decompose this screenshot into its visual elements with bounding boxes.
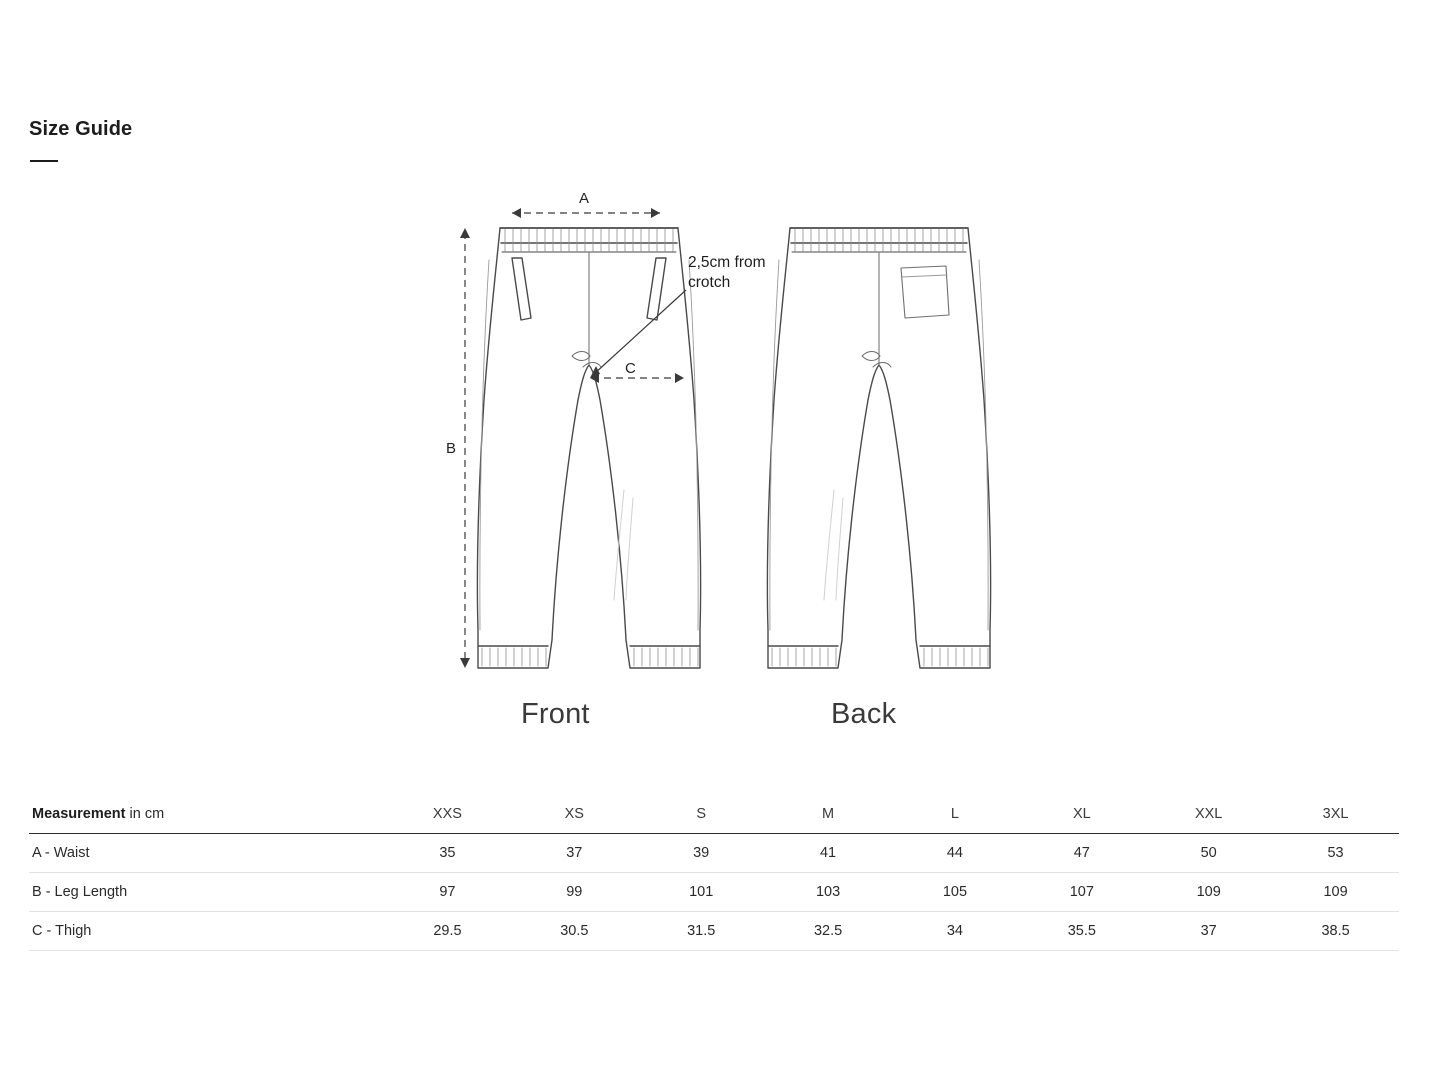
size-header-xl: XL	[1018, 795, 1145, 834]
size-table-container	[29, 795, 1399, 951]
cell-thigh-xs: 30.5	[511, 912, 638, 951]
size-table-header	[29, 795, 1399, 834]
size-table-body	[29, 834, 1399, 951]
size-table	[29, 795, 1399, 951]
size-header-3xl: 3XL	[1272, 795, 1399, 834]
row-label-waist: A - Waist	[29, 834, 384, 873]
cell-leg-3xl: 109	[1272, 873, 1399, 912]
size-header-l: L	[892, 795, 1019, 834]
cell-waist-xxs: 35	[384, 834, 511, 873]
cell-leg-l: 105	[892, 873, 1019, 912]
cell-waist-3xl: 53	[1272, 834, 1399, 873]
cell-leg-s: 101	[638, 873, 765, 912]
size-header-xxs: XXS	[384, 795, 511, 834]
measurement-header-unit: in cm	[125, 806, 165, 822]
cell-waist-m: 41	[765, 834, 892, 873]
front-view-label: Front	[521, 698, 590, 730]
table-row	[29, 834, 1399, 873]
cell-waist-xl: 47	[1018, 834, 1145, 873]
cell-leg-xxl: 109	[1145, 873, 1272, 912]
back-view-label: Back	[831, 698, 897, 730]
cell-waist-s: 39	[638, 834, 765, 873]
size-header-s: S	[638, 795, 765, 834]
table-row	[29, 873, 1399, 912]
row-label-leg-length: B - Leg Length	[29, 873, 384, 912]
table-row	[29, 912, 1399, 951]
dimension-label-a: A	[579, 190, 590, 207]
cell-waist-xxl: 50	[1145, 834, 1272, 873]
page-title: Size Guide	[29, 118, 133, 140]
dimension-label-c: C	[625, 360, 636, 377]
cell-leg-xl: 107	[1018, 873, 1145, 912]
measurement-header-bold: Measurement	[32, 806, 126, 822]
row-label-thigh: C - Thigh	[29, 912, 384, 951]
cell-leg-m: 103	[765, 873, 892, 912]
cell-thigh-m: 32.5	[765, 912, 892, 951]
cell-waist-l: 44	[892, 834, 1019, 873]
cell-thigh-s: 31.5	[638, 912, 765, 951]
crotch-callout-text: 2,5cm from crotch	[688, 254, 766, 291]
measurement-header	[29, 795, 384, 834]
cell-thigh-l: 34	[892, 912, 1019, 951]
cell-thigh-xl: 35.5	[1018, 912, 1145, 951]
table-header-row	[29, 795, 1399, 834]
size-header-m: M	[765, 795, 892, 834]
cell-waist-xs: 37	[511, 834, 638, 873]
cell-thigh-xxs: 29.5	[384, 912, 511, 951]
cell-thigh-3xl: 38.5	[1272, 912, 1399, 951]
size-header-xs: XS	[511, 795, 638, 834]
dimension-label-b: B	[446, 440, 457, 457]
cell-leg-xs: 99	[511, 873, 638, 912]
cell-thigh-xxl: 37	[1145, 912, 1272, 951]
size-header-xxl: XXL	[1145, 795, 1272, 834]
cell-leg-xxs: 97	[384, 873, 511, 912]
